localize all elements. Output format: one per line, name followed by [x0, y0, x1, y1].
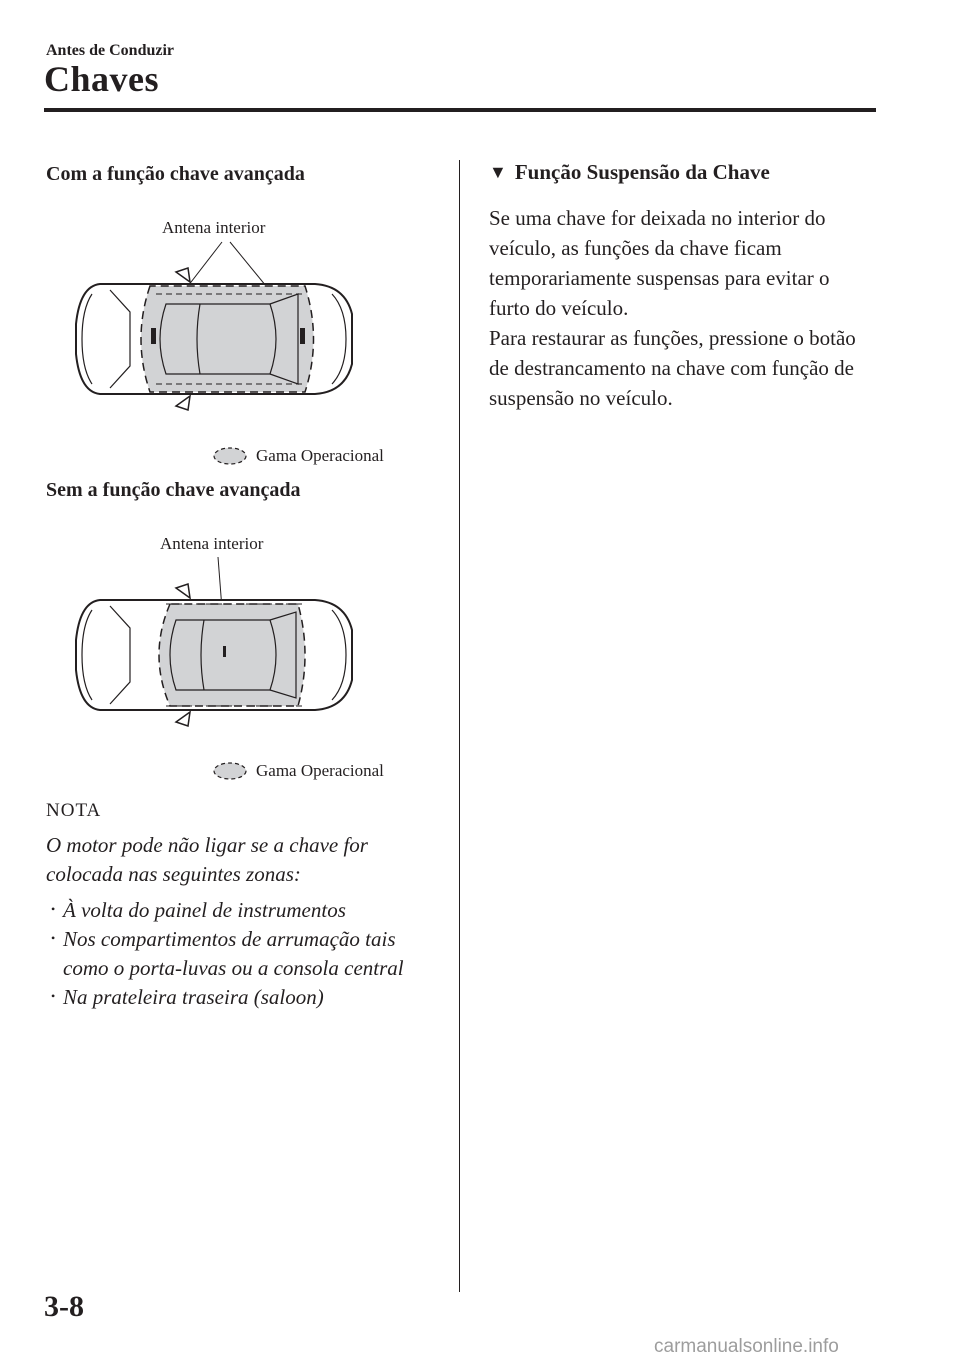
- figure2-legend-label: Gama Operacional: [256, 761, 384, 780]
- paragraph: Para restaurar as funções, pressione o botão de destrancamento na chave com função de suspensão no veículo.: [489, 326, 856, 410]
- figure1-heading: Com a função chave avançada: [46, 163, 305, 185]
- figure1-legend-label: Gama Operacional: [256, 446, 384, 465]
- triangle-marker-icon: ▼: [489, 162, 507, 182]
- note-title: NOTA: [46, 800, 102, 821]
- key-suspend-heading: [489, 160, 770, 185]
- operating-range-icon: [212, 761, 248, 781]
- figure2-antenna-label: Antena interior: [160, 534, 264, 553]
- section-tag: Antes de Conduzir: [46, 42, 175, 59]
- chapter-title: Chaves: [44, 59, 160, 99]
- figure2-heading: Sem a função chave avançada: [46, 479, 301, 501]
- page-number: 3-8: [44, 1290, 84, 1323]
- key-suspend-title: Função Suspensão da Chave: [514, 160, 770, 184]
- figure2-legend: [212, 761, 384, 781]
- car-top-view-2: [70, 580, 360, 730]
- figure1-antenna-label: Antena interior: [162, 218, 266, 237]
- list-item: • Na prateleira traseira (saloon): [46, 983, 446, 1012]
- site-watermark: carmanualsonline.info: [654, 1336, 839, 1357]
- list-item: • À volta do painel de instrumentos: [46, 896, 446, 925]
- paragraph: Se uma chave for deixada no interior do veículo, as funções da chave ficam temporariamente suspensas para evitar o furto do veículo.: [489, 206, 830, 320]
- note-list: [46, 896, 446, 1012]
- key-suspend-body: [489, 203, 869, 413]
- figure2-leader-line: [0, 0, 460, 680]
- note-text: O motor pode não ligar se a chave for colocada nas seguintes zonas:: [46, 833, 368, 886]
- list-item: • Nos compartimentos de arrumação tais como o porta-luvas ou a consola central: [46, 925, 446, 983]
